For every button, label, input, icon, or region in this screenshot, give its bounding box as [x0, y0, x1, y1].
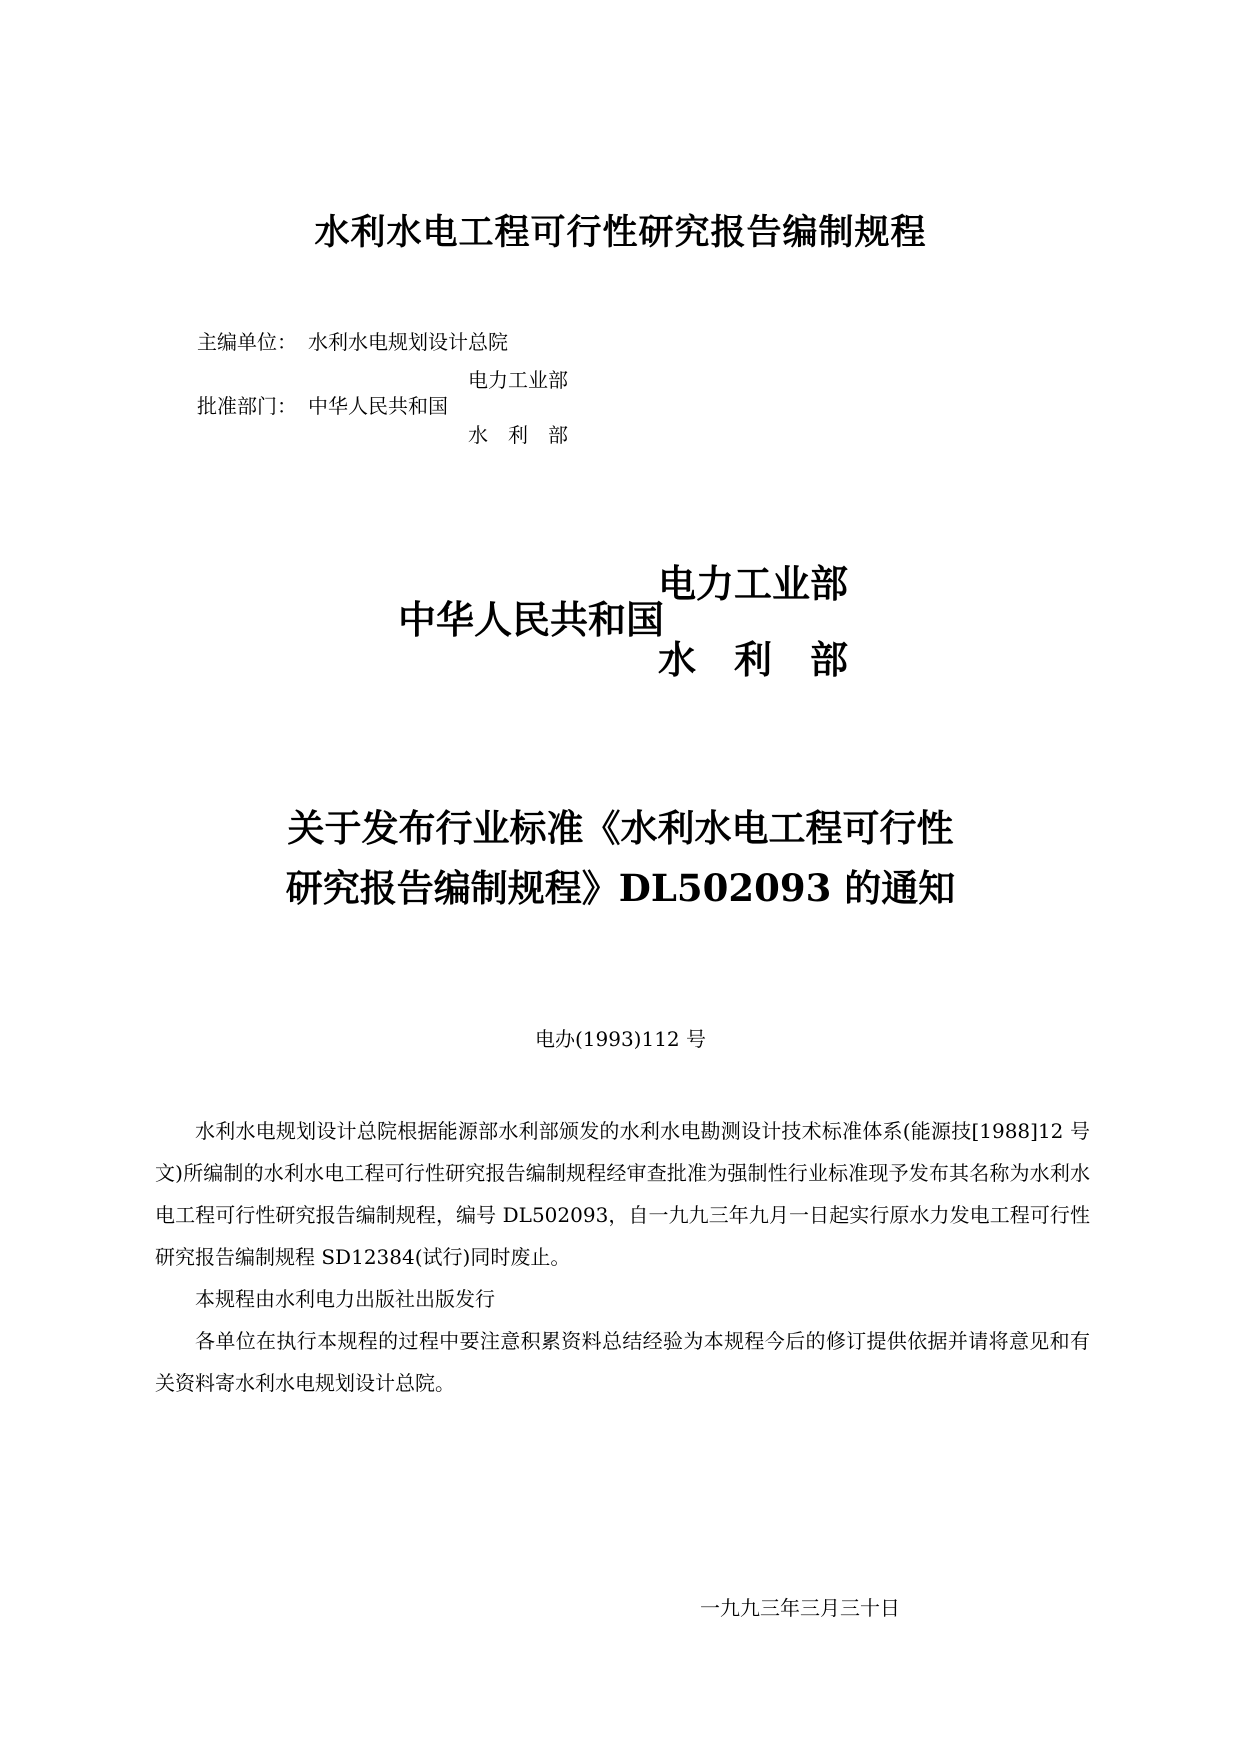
approver-dept-top: 电力工业部 [468, 368, 568, 392]
body-paragraph: 本规程由水利电力出版社出版发行 [195, 1287, 495, 1311]
document-title: 水利水电工程可行性研究报告编制规程 [314, 212, 927, 253]
notice-title-line-2: 研究报告编制规程》DL502093 的通知 [285, 866, 956, 910]
body-paragraph: 各单位在执行本规程的过程中要注意积累资料总结经验为本规程今后的修订提供依据并请将意见和有关资料寄水利水电规划设计总院。 [155, 1329, 1090, 1395]
issuer-dept-bottom: 水 利 部 [658, 637, 849, 682]
body-paragraph: 水利水电规划设计总院根据能源部水利部颁发的水利水电勘测设计技术标准体系(能源技[1988]12 号文)所编制的水利水电工程可行性研究报告编制规程经审查批准为强制性行业标准现予发布其名称为水利水电工程可行性研究报告编制规程，编号 DL502093，自一九九三年九月一日起实行原水力发电工程可行性研究报告编制规程 SD12384(试行)同时废止。 [155, 1119, 1090, 1269]
approver-dept-bottom: 水 利 部 [468, 423, 568, 447]
approver-label: 批准部门： [197, 394, 297, 418]
notice-title-line-1: 关于发布行业标准《水利水电工程可行性 [287, 806, 954, 850]
issuer-country: 中华人民共和国 [398, 597, 665, 642]
approver-value: 中华人民共和国 [308, 394, 448, 418]
editor-value: 水利水电规划设计总院 [308, 330, 508, 354]
editor-label: 主编单位： [197, 330, 297, 354]
signature-date: 一九九三年三月三十日 [700, 1596, 900, 1620]
document-number: 电办(1993)112 号 [534, 1027, 707, 1051]
notice-body [155, 1110, 1090, 1404]
issuer-dept-top: 电力工业部 [658, 561, 849, 606]
